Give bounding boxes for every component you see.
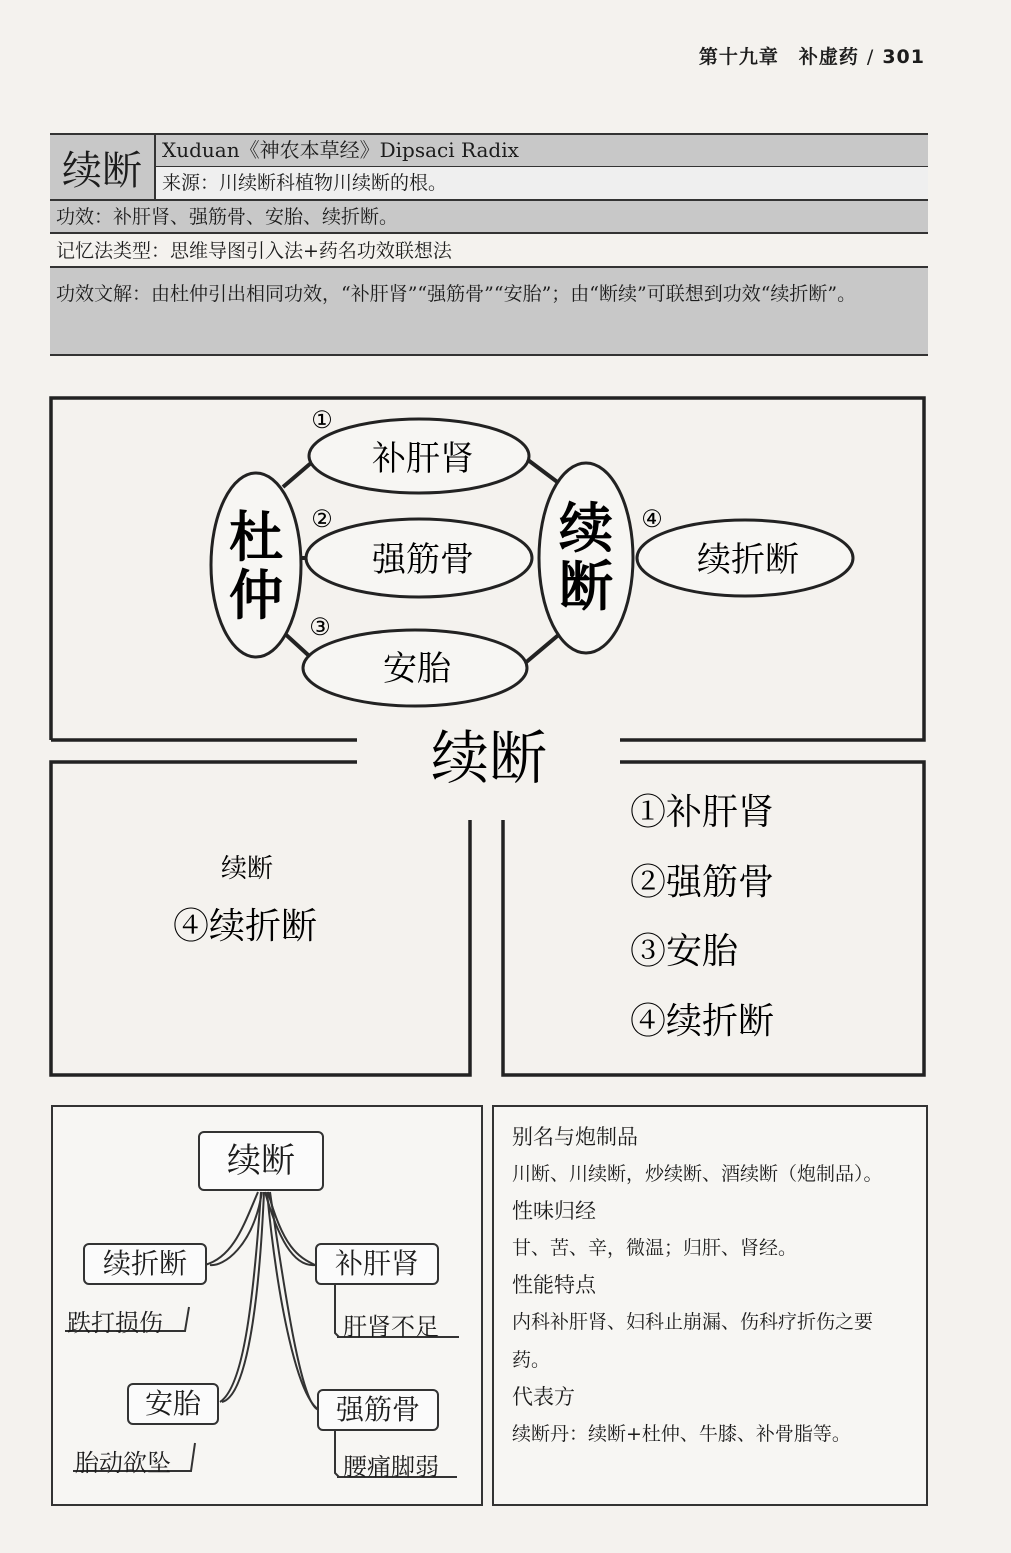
mind-map-branch: 强筋骨 [317,1389,439,1431]
formula-text: 续断丹：续断+杜仲、牛膝、补骨脂等。 [512,1423,851,1445]
nature-heading: 性味归经 [512,1199,596,1223]
left-panel-item: ④续折断 [172,906,318,947]
right-panel-item: ①补肝肾 [630,792,775,833]
mind-map-sub: 胎动欲坠 [75,1449,171,1477]
mind-map-branch: 补肝肾 [315,1243,439,1285]
feature-text: 内科补肝肾、妇科止崩漏、伤科疗折伤之要药。 [512,1311,874,1371]
herb-efficacy: 功效：补肝肾、强筋骨、安胎、续折断。 [50,199,928,232]
mind-map-sub: 跌打损伤 [67,1309,163,1337]
node-num-1: ① [311,406,333,434]
mind-map-sub: 腰痛脚弱 [343,1453,439,1481]
mind-map-branch: 安胎 [127,1383,219,1425]
right-herb-char-1: 续 [559,497,613,560]
right-herb-char-2: 断 [559,555,613,618]
alias-text: 川断、川续断，炒续断、酒续断（炮制品）。 [512,1163,883,1185]
right-panel-item: ③安胎 [630,931,739,972]
right-panel-item: ②强筋骨 [630,862,775,903]
herb-latin-name: Xuduan《神农本草经》Dipsaci Radix [156,135,928,167]
mind-map-box [51,1105,483,1506]
left-herb-char-2: 仲 [229,564,283,627]
mind-map-sub: 肝肾不足 [343,1313,439,1341]
herb-notes-box [492,1105,928,1506]
chapter-title: 第十九章 补虚药 [698,46,859,68]
herb-name: 续断 [50,135,156,199]
header-separator: / [866,46,875,68]
node-label-2: 强筋骨 [372,540,474,580]
nature-text: 甘、苦、辛，微温；归肝、肾经。 [512,1237,798,1259]
node-num-2: ② [311,505,333,533]
feature-heading: 性能特点 [512,1273,596,1297]
node-label-4: 续折断 [697,540,799,580]
node-label-1: 补肝肾 [372,439,474,479]
mind-map-branch: 续折断 [83,1243,207,1285]
right-panel-item: ④续折断 [630,1001,775,1042]
node-num-4: ④ [641,505,663,533]
efficacy-explanation: 功效文解：由杜仲引出相同功效，“补肝肾”“强筋骨”“安胎”；由“断续”可联想到功效“续折断”。 [50,266,928,356]
node-num-3: ③ [309,613,331,641]
formula-heading: 代表方 [512,1385,575,1409]
left-herb-char-1: 杜 [229,506,283,569]
herb-source: 来源：川续断科植物川续断的根。 [156,167,928,199]
node-label-3: 安胎 [383,649,451,689]
left-panel-herb-name: 续断 [220,854,274,884]
alias-heading: 别名与炮制品 [512,1125,638,1149]
page-number: 301 [882,46,925,68]
panels-title: 续断 [430,724,548,792]
mind-map-root: 续断 [198,1131,324,1191]
memory-method-type: 记忆法类型：思维导图引入法+药名功效联想法 [50,232,928,266]
